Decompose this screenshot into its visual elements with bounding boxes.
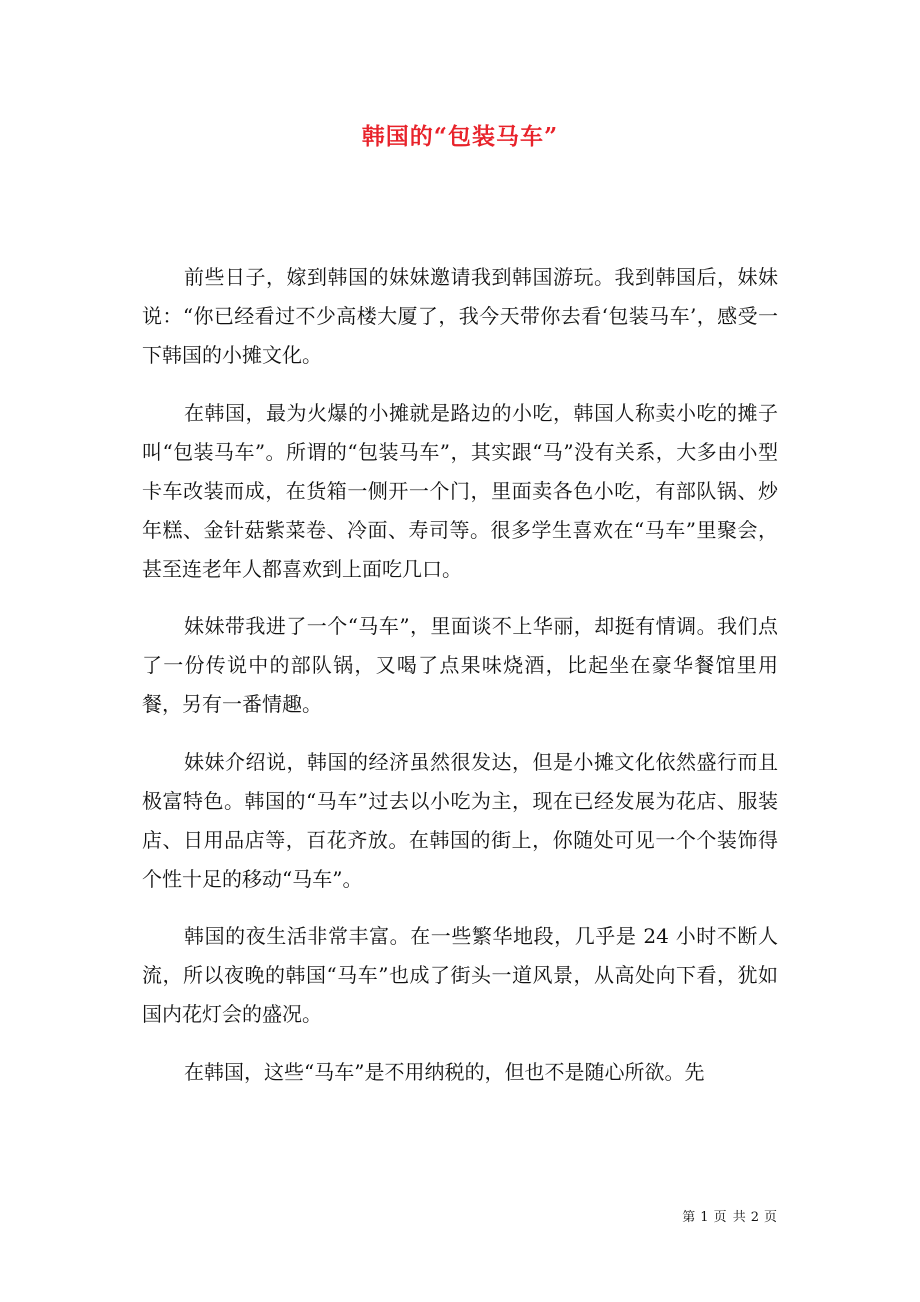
footer-suffix: 页 [763,1210,778,1225]
paragraph-6: 在韩国，这些“马车”是不用纳税的，但也不是随心所欲。先 [184,1059,705,1084]
paragraph-5: 韩国的夜生活非常丰富。在一些繁华地段，几乎是 24 小时不断人流，所以夜晚的韩国“马车”也成了街头一道风景，从高处向下看，犹如国内花灯会的盛况。 [142,924,778,1026]
footer-prefix: 第 [682,1210,697,1225]
document-title: 韩国的“包装马车” [361,123,559,150]
footer-middle: 页 共 [713,1210,747,1225]
page-footer [680,1206,780,1225]
paragraph-4: 妹妹介绍说，韩国的经济虽然很发达，但是小摊文化依然盛行而且极富特色。韩国的“马车”过去以小吃为主，现在已经发展为花店、服装店、日用品店等，百花齐放。在韩国的街上，你随处可见一个个装饰得个性十足的移动“马车”。 [142,749,778,891]
footer-total-pages: 2 [750,1210,760,1225]
document-body [142,258,778,1110]
paragraph-3: 妹妹带我进了一个“马车”，里面谈不上华丽，却挺有情调。我们点了一份传说中的部队锅，又喝了点果味烧酒，比起坐在豪华餐馆里用餐，另有一番情趣。 [142,614,778,716]
paragraph-1: 前些日子，嫁到韩国的妹妹邀请我到韩国游玩。我到韩国后，妹妹说：“你已经看过不少高楼大厦了，我今天带你去看‘包装马车’，感受一下韩国的小摊文化。 [142,265,778,367]
footer-current-page: 1 [700,1210,710,1225]
paragraph-2: 在韩国，最为火爆的小摊就是路边的小吃，韩国人称卖小吃的摊子叫“包装马车”。所谓的“包装马车”，其实跟“马”没有关系，大多由小型卡车改装而成，在货箱一侧开一个门，里面卖各色小吃，有部队锅、炒年糕、金针菇紫菜卷、冷面、寿司等。很多学生喜欢在“马车”里聚会，甚至连老年人都喜欢到上面吃几口。 [142,400,778,581]
